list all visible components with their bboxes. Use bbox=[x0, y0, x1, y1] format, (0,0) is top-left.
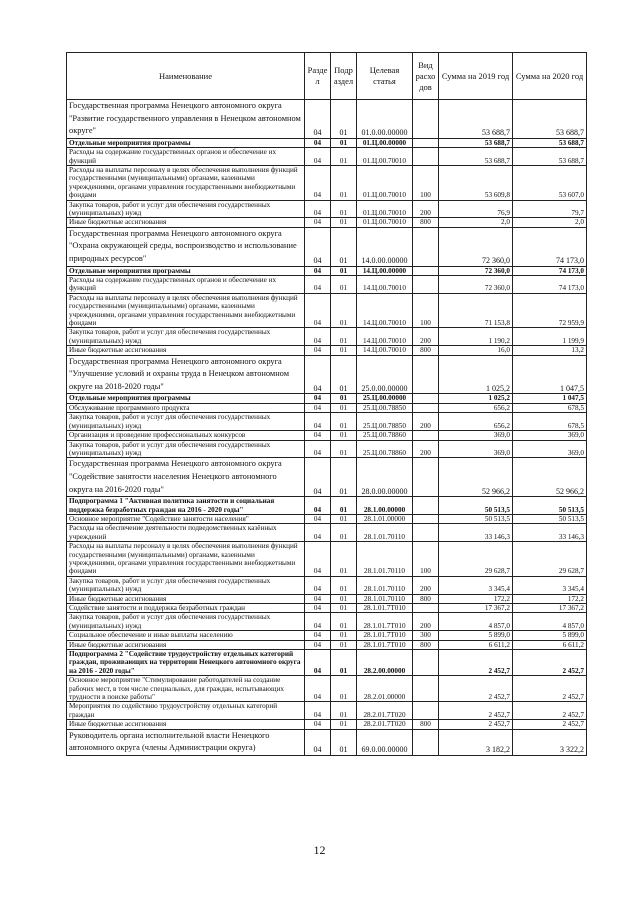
row-razdel-cell: 04 bbox=[305, 138, 331, 147]
row-podrazdel-cell: 01 bbox=[331, 720, 357, 729]
row-vid-cell bbox=[413, 458, 439, 497]
table-body bbox=[67, 100, 587, 756]
row-podrazdel-cell: 01 bbox=[331, 200, 357, 218]
header-vid: Вид расхо дов bbox=[413, 53, 439, 100]
row-code-cell: 01.Ц.00.00000 bbox=[357, 138, 413, 147]
row-vid-cell: 800 bbox=[413, 346, 439, 355]
row-razdel-cell: 04 bbox=[305, 524, 331, 542]
row-sum-2019-cell: 2,0 bbox=[439, 218, 513, 227]
row-name-cell: Закупка товаров, работ и услуг для обеспечения государственных (муниципальных) нужд bbox=[67, 328, 305, 346]
row-razdel-cell: 04 bbox=[305, 218, 331, 227]
row-podrazdel-cell: 01 bbox=[331, 497, 357, 515]
row-razdel-cell: 04 bbox=[305, 702, 331, 720]
table-row bbox=[67, 729, 587, 755]
table-row bbox=[67, 403, 587, 412]
row-razdel-cell: 04 bbox=[305, 458, 331, 497]
row-sum-2019-cell: 656,2 bbox=[439, 413, 513, 431]
row-sum-2020-cell: 3 322,2 bbox=[513, 729, 587, 755]
row-code-cell: 25.Ц.00.78860 bbox=[357, 440, 413, 458]
row-sum-2020-cell: 2 452,7 bbox=[513, 676, 587, 702]
row-code-cell: 28.2.01.7Т020 bbox=[357, 720, 413, 729]
row-razdel-cell: 04 bbox=[305, 720, 331, 729]
row-name-cell: Организация и проведение профессиональных конкурсов bbox=[67, 431, 305, 440]
row-name-cell: Иные бюджетные ассигнования bbox=[67, 720, 305, 729]
row-name-cell: Расходы на выплаты персоналу в целях обеспечения выполнения функций государственными (муниципальными) органами, казенными учреждениями, органами управления государственными внебюджетными фондами bbox=[67, 542, 305, 577]
table-row bbox=[67, 440, 587, 458]
row-sum-2019-cell: 50 513,5 bbox=[439, 514, 513, 523]
row-razdel-cell: 04 bbox=[305, 403, 331, 412]
row-code-cell: 28.1.01.70110 bbox=[357, 594, 413, 603]
row-razdel-cell: 04 bbox=[305, 613, 331, 631]
table-row bbox=[67, 148, 587, 166]
row-name-cell: Расходы на обеспечение деятельности подведомственных казённых учреждений bbox=[67, 524, 305, 542]
row-podrazdel-cell: 01 bbox=[331, 413, 357, 431]
row-podrazdel-cell: 01 bbox=[331, 702, 357, 720]
header-sum-2019: Сумма на 2019 год bbox=[439, 53, 513, 100]
row-sum-2019-cell: 656,2 bbox=[439, 403, 513, 412]
header-razdel: Разде л bbox=[305, 53, 331, 100]
row-vid-cell: 800 bbox=[413, 640, 439, 649]
row-sum-2020-cell: 50 513,5 bbox=[513, 497, 587, 515]
row-sum-2020-cell: 1 199,9 bbox=[513, 328, 587, 346]
row-code-cell: 28.1.00.00000 bbox=[357, 497, 413, 515]
row-razdel-cell: 04 bbox=[305, 346, 331, 355]
table-row bbox=[67, 266, 587, 275]
row-sum-2019-cell: 72 360,0 bbox=[439, 227, 513, 266]
row-sum-2019-cell: 72 360,0 bbox=[439, 276, 513, 294]
row-razdel-cell: 04 bbox=[305, 328, 331, 346]
row-name-cell: Содействие занятости и поддержка безработных граждан bbox=[67, 603, 305, 612]
budget-table bbox=[66, 52, 587, 756]
row-sum-2019-cell: 6 611,2 bbox=[439, 640, 513, 649]
row-sum-2019-cell: 33 146,3 bbox=[439, 524, 513, 542]
row-podrazdel-cell: 01 bbox=[331, 227, 357, 266]
row-razdel-cell: 04 bbox=[305, 200, 331, 218]
row-sum-2020-cell: 17 367,2 bbox=[513, 603, 587, 612]
row-vid-cell bbox=[413, 138, 439, 147]
row-sum-2019-cell: 2 452,7 bbox=[439, 702, 513, 720]
row-sum-2020-cell: 3 345,4 bbox=[513, 576, 587, 594]
row-sum-2020-cell: 53 688,7 bbox=[513, 148, 587, 166]
row-sum-2020-cell: 678,5 bbox=[513, 403, 587, 412]
row-code-cell: 25.Ц.00.78850 bbox=[357, 403, 413, 412]
row-code-cell: 28.1.01.7Т010 bbox=[357, 603, 413, 612]
row-razdel-cell: 04 bbox=[305, 431, 331, 440]
row-sum-2019-cell: 52 966,2 bbox=[439, 458, 513, 497]
row-sum-2020-cell: 33 146,3 bbox=[513, 524, 587, 542]
row-sum-2019-cell: 172,2 bbox=[439, 594, 513, 603]
row-vid-cell bbox=[413, 227, 439, 266]
row-razdel-cell: 04 bbox=[305, 514, 331, 523]
row-sum-2020-cell: 13,2 bbox=[513, 346, 587, 355]
row-sum-2020-cell: 74 173,0 bbox=[513, 266, 587, 275]
row-vid-cell: 800 bbox=[413, 720, 439, 729]
row-name-cell: Отдельные мероприятия программы bbox=[67, 138, 305, 147]
row-podrazdel-cell: 01 bbox=[331, 100, 357, 139]
row-code-cell: 14.Ц.00.70010 bbox=[357, 328, 413, 346]
row-vid-cell: 100 bbox=[413, 542, 439, 577]
row-sum-2020-cell: 172,2 bbox=[513, 594, 587, 603]
table-row bbox=[67, 720, 587, 729]
row-name-cell: Подпрограмма 1 "Активная политика занятости и социальная поддержка безработных граждан на 2016 - 2020 годы" bbox=[67, 497, 305, 515]
row-sum-2019-cell: 2 452,7 bbox=[439, 650, 513, 676]
row-podrazdel-cell: 01 bbox=[331, 431, 357, 440]
table-row bbox=[67, 227, 587, 266]
row-sum-2020-cell: 79,7 bbox=[513, 200, 587, 218]
row-razdel-cell: 04 bbox=[305, 166, 331, 201]
row-code-cell: 25.Ц.00.78860 bbox=[357, 431, 413, 440]
row-vid-cell bbox=[413, 650, 439, 676]
row-razdel-cell: 04 bbox=[305, 394, 331, 403]
row-vid-cell bbox=[413, 148, 439, 166]
row-vid-cell bbox=[413, 702, 439, 720]
table-row bbox=[67, 394, 587, 403]
row-sum-2019-cell: 53 688,7 bbox=[439, 148, 513, 166]
row-name-cell: Государственная программа Ненецкого автономного округа "Охрана окружающей среды, воспроизводство и использование природных ресурсов" bbox=[67, 227, 305, 266]
row-name-cell: Закупка товаров, работ и услуг для обеспечения государственных (муниципальных) нужд bbox=[67, 200, 305, 218]
table-row bbox=[67, 200, 587, 218]
row-code-cell: 25.0.00.00000 bbox=[357, 355, 413, 394]
row-podrazdel-cell: 01 bbox=[331, 218, 357, 227]
row-sum-2019-cell: 50 513,5 bbox=[439, 497, 513, 515]
row-code-cell: 28.2.01.00000 bbox=[357, 676, 413, 702]
row-sum-2020-cell: 52 966,2 bbox=[513, 458, 587, 497]
row-sum-2020-cell: 74 173,0 bbox=[513, 276, 587, 294]
row-razdel-cell: 04 bbox=[305, 594, 331, 603]
row-podrazdel-cell: 01 bbox=[331, 613, 357, 631]
row-code-cell: 01.Ц.00.70010 bbox=[357, 218, 413, 227]
row-razdel-cell: 04 bbox=[305, 266, 331, 275]
row-name-cell: Закупка товаров, работ и услуг для обеспечения государственных (муниципальных) нужд bbox=[67, 440, 305, 458]
header-podrazdel: Подр аздел bbox=[331, 53, 357, 100]
row-name-cell: Закупка товаров, работ и услуг для обеспечения государственных (муниципальных) нужд bbox=[67, 413, 305, 431]
row-code-cell: 28.1.01.7Т010 bbox=[357, 631, 413, 640]
table-row bbox=[67, 524, 587, 542]
row-name-cell: Иные бюджетные ассигнования bbox=[67, 218, 305, 227]
row-sum-2019-cell: 1 025,2 bbox=[439, 355, 513, 394]
row-code-cell: 28.0.00.00000 bbox=[357, 458, 413, 497]
header-name: Наименование bbox=[67, 53, 305, 100]
row-name-cell: Расходы на выплаты персоналу в целях обеспечения выполнения функций государственными (муниципальными) органами, казенными учреждениями, органами управления государственными внебюджетными фондами bbox=[67, 166, 305, 201]
row-name-cell: Государственная программа Ненецкого автономного округа "Улучшение условий и охраны труда в Ненецком автономном округе на 2018-2020 годы" bbox=[67, 355, 305, 394]
row-name-cell: Иные бюджетные ассигнования bbox=[67, 640, 305, 649]
row-name-cell: Обслуживание программного продукта bbox=[67, 403, 305, 412]
row-razdel-cell: 04 bbox=[305, 440, 331, 458]
row-podrazdel-cell: 01 bbox=[331, 631, 357, 640]
row-podrazdel-cell: 01 bbox=[331, 603, 357, 612]
table-row bbox=[67, 413, 587, 431]
row-sum-2020-cell: 29 628,7 bbox=[513, 542, 587, 577]
table-row bbox=[67, 603, 587, 612]
row-vid-cell bbox=[413, 524, 439, 542]
row-vid-cell bbox=[413, 497, 439, 515]
table-row bbox=[67, 346, 587, 355]
row-vid-cell: 800 bbox=[413, 594, 439, 603]
row-podrazdel-cell: 01 bbox=[331, 394, 357, 403]
row-code-cell: 28.2.00.00000 bbox=[357, 650, 413, 676]
row-razdel-cell: 04 bbox=[305, 413, 331, 431]
row-name-cell: Руководитель органа исполнительной власти Ненецкого автономного округа (члены Администрации округа) bbox=[67, 729, 305, 755]
row-podrazdel-cell: 01 bbox=[331, 676, 357, 702]
row-vid-cell: 200 bbox=[413, 413, 439, 431]
row-sum-2019-cell: 16,0 bbox=[439, 346, 513, 355]
row-sum-2019-cell: 53 688,7 bbox=[439, 100, 513, 139]
row-podrazdel-cell: 01 bbox=[331, 148, 357, 166]
row-vid-cell bbox=[413, 100, 439, 139]
row-razdel-cell: 04 bbox=[305, 650, 331, 676]
row-vid-cell: 200 bbox=[413, 200, 439, 218]
row-razdel-cell: 04 bbox=[305, 276, 331, 294]
row-sum-2020-cell: 678,5 bbox=[513, 413, 587, 431]
row-podrazdel-cell: 01 bbox=[331, 293, 357, 328]
row-code-cell: 69.0.00.00000 bbox=[357, 729, 413, 755]
page-number: 12 bbox=[313, 843, 326, 857]
row-vid-cell bbox=[413, 729, 439, 755]
row-sum-2020-cell: 53 688,7 bbox=[513, 100, 587, 139]
row-name-cell: Государственная программа Ненецкого автономного округа "Содействие занятости населения Ненецкого автономного округа на 2016-2020 годы" bbox=[67, 458, 305, 497]
row-vid-cell bbox=[413, 603, 439, 612]
row-sum-2020-cell: 1 047,5 bbox=[513, 355, 587, 394]
table-row bbox=[67, 613, 587, 631]
row-sum-2020-cell: 72 959,9 bbox=[513, 293, 587, 328]
row-podrazdel-cell: 01 bbox=[331, 458, 357, 497]
row-sum-2019-cell: 53 609,8 bbox=[439, 166, 513, 201]
row-name-cell: Закупка товаров, работ и услуг для обеспечения государственных (муниципальных) нужд bbox=[67, 613, 305, 631]
row-name-cell: Подпрограмма 2 "Содействие трудоустройству отдельных категорий граждан, проживающих на территории Ненецкого автономного округа на 2016 - 2020 годы" bbox=[67, 650, 305, 676]
row-vid-cell: 200 bbox=[413, 440, 439, 458]
row-podrazdel-cell: 01 bbox=[331, 576, 357, 594]
row-name-cell: Иные бюджетные ассигнования bbox=[67, 346, 305, 355]
row-razdel-cell: 04 bbox=[305, 542, 331, 577]
row-name-cell: Закупка товаров, работ и услуг для обеспечения государственных (муниципальных) нужд bbox=[67, 576, 305, 594]
table-row bbox=[67, 293, 587, 328]
row-podrazdel-cell: 01 bbox=[331, 729, 357, 755]
row-name-cell: Социальное обеспечение и иные выплаты населению bbox=[67, 631, 305, 640]
table-row bbox=[67, 631, 587, 640]
row-sum-2019-cell: 17 367,2 bbox=[439, 603, 513, 612]
row-sum-2019-cell: 1 025,2 bbox=[439, 394, 513, 403]
row-name-cell: Основное мероприятие "Стимулирование работодателей на создание рабочих мест, в том числе специальных, для граждан, испытывающих трудности в поиске работы" bbox=[67, 676, 305, 702]
row-podrazdel-cell: 01 bbox=[331, 440, 357, 458]
row-vid-cell bbox=[413, 676, 439, 702]
row-sum-2020-cell: 4 857,0 bbox=[513, 613, 587, 631]
row-razdel-cell: 04 bbox=[305, 227, 331, 266]
row-sum-2020-cell: 5 899,0 bbox=[513, 631, 587, 640]
row-code-cell: 28.1.01.7Т010 bbox=[357, 613, 413, 631]
row-code-cell: 28.1.01.7Т010 bbox=[357, 640, 413, 649]
row-sum-2020-cell: 369,0 bbox=[513, 440, 587, 458]
row-name-cell: Расходы на выплаты персоналу в целях обеспечения выполнения функций государственными (муниципальными) органами, казенными учреждениями, органами управления государственными внебюджетными фондами bbox=[67, 293, 305, 328]
row-razdel-cell: 04 bbox=[305, 100, 331, 139]
row-sum-2020-cell: 74 173,0 bbox=[513, 227, 587, 266]
row-code-cell: 28.1.01.70110 bbox=[357, 576, 413, 594]
table-row bbox=[67, 576, 587, 594]
table-row bbox=[67, 355, 587, 394]
row-code-cell: 14.Ц.00.00000 bbox=[357, 266, 413, 275]
row-sum-2019-cell: 3 182,2 bbox=[439, 729, 513, 755]
row-sum-2020-cell: 50 513,5 bbox=[513, 514, 587, 523]
row-sum-2019-cell: 71 153,8 bbox=[439, 293, 513, 328]
row-razdel-cell: 04 bbox=[305, 148, 331, 166]
table-header-row bbox=[67, 53, 587, 100]
table-row bbox=[67, 497, 587, 515]
table-row bbox=[67, 702, 587, 720]
row-code-cell: 14.Ц.00.70010 bbox=[357, 293, 413, 328]
row-razdel-cell: 04 bbox=[305, 603, 331, 612]
row-code-cell: 01.Ц.00.70010 bbox=[357, 166, 413, 201]
row-podrazdel-cell: 01 bbox=[331, 166, 357, 201]
row-code-cell: 01.Ц.00.70010 bbox=[357, 148, 413, 166]
row-name-cell: Мероприятия по содействию трудоустройству отдельных категорий граждан bbox=[67, 702, 305, 720]
row-vid-cell bbox=[413, 276, 439, 294]
row-sum-2020-cell: 1 047,5 bbox=[513, 394, 587, 403]
row-code-cell: 25.Ц.00.78850 bbox=[357, 413, 413, 431]
table-row bbox=[67, 100, 587, 139]
row-podrazdel-cell: 01 bbox=[331, 346, 357, 355]
row-name-cell: Иные бюджетные ассигнования bbox=[67, 594, 305, 603]
table-row bbox=[67, 650, 587, 676]
row-sum-2019-cell: 369,0 bbox=[439, 440, 513, 458]
table-row bbox=[67, 218, 587, 227]
row-razdel-cell: 04 bbox=[305, 640, 331, 649]
row-podrazdel-cell: 01 bbox=[331, 640, 357, 649]
row-sum-2019-cell: 1 190,2 bbox=[439, 328, 513, 346]
row-name-cell: Расходы на содержание государственных органов и обеспечение их функций bbox=[67, 276, 305, 294]
row-vid-cell bbox=[413, 394, 439, 403]
row-razdel-cell: 04 bbox=[305, 631, 331, 640]
row-sum-2020-cell: 2 452,7 bbox=[513, 702, 587, 720]
table-row bbox=[67, 138, 587, 147]
row-razdel-cell: 04 bbox=[305, 497, 331, 515]
row-code-cell: 14.Ц.00.70010 bbox=[357, 346, 413, 355]
table-row bbox=[67, 542, 587, 577]
budget-table-container bbox=[66, 52, 586, 756]
row-podrazdel-cell: 01 bbox=[331, 542, 357, 577]
row-code-cell: 14.0.00.00000 bbox=[357, 227, 413, 266]
row-vid-cell: 200 bbox=[413, 576, 439, 594]
row-code-cell: 01.Ц.00.70010 bbox=[357, 200, 413, 218]
row-vid-cell: 100 bbox=[413, 293, 439, 328]
row-sum-2020-cell: 6 611,2 bbox=[513, 640, 587, 649]
row-sum-2020-cell: 2,0 bbox=[513, 218, 587, 227]
row-code-cell: 28.1.01.00000 bbox=[357, 514, 413, 523]
row-code-cell: 14.Ц.00.70010 bbox=[357, 276, 413, 294]
row-sum-2019-cell: 53 688,7 bbox=[439, 138, 513, 147]
row-sum-2020-cell: 369,0 bbox=[513, 431, 587, 440]
table-row bbox=[67, 276, 587, 294]
row-sum-2020-cell: 2 452,7 bbox=[513, 650, 587, 676]
row-name-cell: Отдельные мероприятия программы bbox=[67, 266, 305, 275]
row-code-cell: 28.1.01.70110 bbox=[357, 524, 413, 542]
row-name-cell: Расходы на содержание государственных органов и обеспечение их функций bbox=[67, 148, 305, 166]
row-podrazdel-cell: 01 bbox=[331, 355, 357, 394]
row-sum-2019-cell: 4 857,0 bbox=[439, 613, 513, 631]
row-vid-cell bbox=[413, 514, 439, 523]
row-code-cell: 28.1.01.70110 bbox=[357, 542, 413, 577]
row-sum-2020-cell: 2 452,7 bbox=[513, 720, 587, 729]
row-sum-2019-cell: 369,0 bbox=[439, 431, 513, 440]
row-vid-cell: 300 bbox=[413, 631, 439, 640]
row-sum-2019-cell: 2 452,7 bbox=[439, 720, 513, 729]
table-row bbox=[67, 458, 587, 497]
row-podrazdel-cell: 01 bbox=[331, 266, 357, 275]
table-row bbox=[67, 594, 587, 603]
row-name-cell: Отдельные мероприятия программы bbox=[67, 394, 305, 403]
table-row bbox=[67, 640, 587, 649]
row-code-cell: 25.Ц.00.00000 bbox=[357, 394, 413, 403]
row-code-cell: 28.2.01.7Т020 bbox=[357, 702, 413, 720]
row-podrazdel-cell: 01 bbox=[331, 403, 357, 412]
row-vid-cell: 200 bbox=[413, 328, 439, 346]
table-row bbox=[67, 676, 587, 702]
row-podrazdel-cell: 01 bbox=[331, 328, 357, 346]
row-podrazdel-cell: 01 bbox=[331, 594, 357, 603]
row-sum-2020-cell: 53 688,7 bbox=[513, 138, 587, 147]
row-razdel-cell: 04 bbox=[305, 676, 331, 702]
row-sum-2019-cell: 2 452,7 bbox=[439, 676, 513, 702]
row-vid-cell bbox=[413, 266, 439, 275]
row-vid-cell bbox=[413, 403, 439, 412]
row-vid-cell: 100 bbox=[413, 166, 439, 201]
row-razdel-cell: 04 bbox=[305, 729, 331, 755]
row-sum-2019-cell: 72 360,0 bbox=[439, 266, 513, 275]
row-vid-cell: 200 bbox=[413, 613, 439, 631]
row-razdel-cell: 04 bbox=[305, 355, 331, 394]
table-row bbox=[67, 514, 587, 523]
table-row bbox=[67, 166, 587, 201]
row-sum-2019-cell: 29 628,7 bbox=[439, 542, 513, 577]
row-podrazdel-cell: 01 bbox=[331, 276, 357, 294]
row-podrazdel-cell: 01 bbox=[331, 138, 357, 147]
row-razdel-cell: 04 bbox=[305, 576, 331, 594]
row-podrazdel-cell: 01 bbox=[331, 650, 357, 676]
row-vid-cell: 800 bbox=[413, 218, 439, 227]
row-sum-2020-cell: 53 607,0 bbox=[513, 166, 587, 201]
row-sum-2019-cell: 5 899,0 bbox=[439, 631, 513, 640]
header-tselevaya: Целевая статья bbox=[357, 53, 413, 100]
row-sum-2019-cell: 76,9 bbox=[439, 200, 513, 218]
header-sum-2020: Сумма на 2020 год bbox=[513, 53, 587, 100]
row-podrazdel-cell: 01 bbox=[331, 524, 357, 542]
row-razdel-cell: 04 bbox=[305, 293, 331, 328]
row-podrazdel-cell: 01 bbox=[331, 514, 357, 523]
row-vid-cell bbox=[413, 431, 439, 440]
table-row bbox=[67, 328, 587, 346]
row-code-cell: 01.0.00.00000 bbox=[357, 100, 413, 139]
row-name-cell: Основное мероприятие "Содействие занятости населения" bbox=[67, 514, 305, 523]
table-row bbox=[67, 431, 587, 440]
row-sum-2019-cell: 3 345,4 bbox=[439, 576, 513, 594]
row-name-cell: Государственная программа Ненецкого автономного округа "Развитие государственного управления в Ненецком автономном округе" bbox=[67, 100, 305, 139]
row-vid-cell bbox=[413, 355, 439, 394]
